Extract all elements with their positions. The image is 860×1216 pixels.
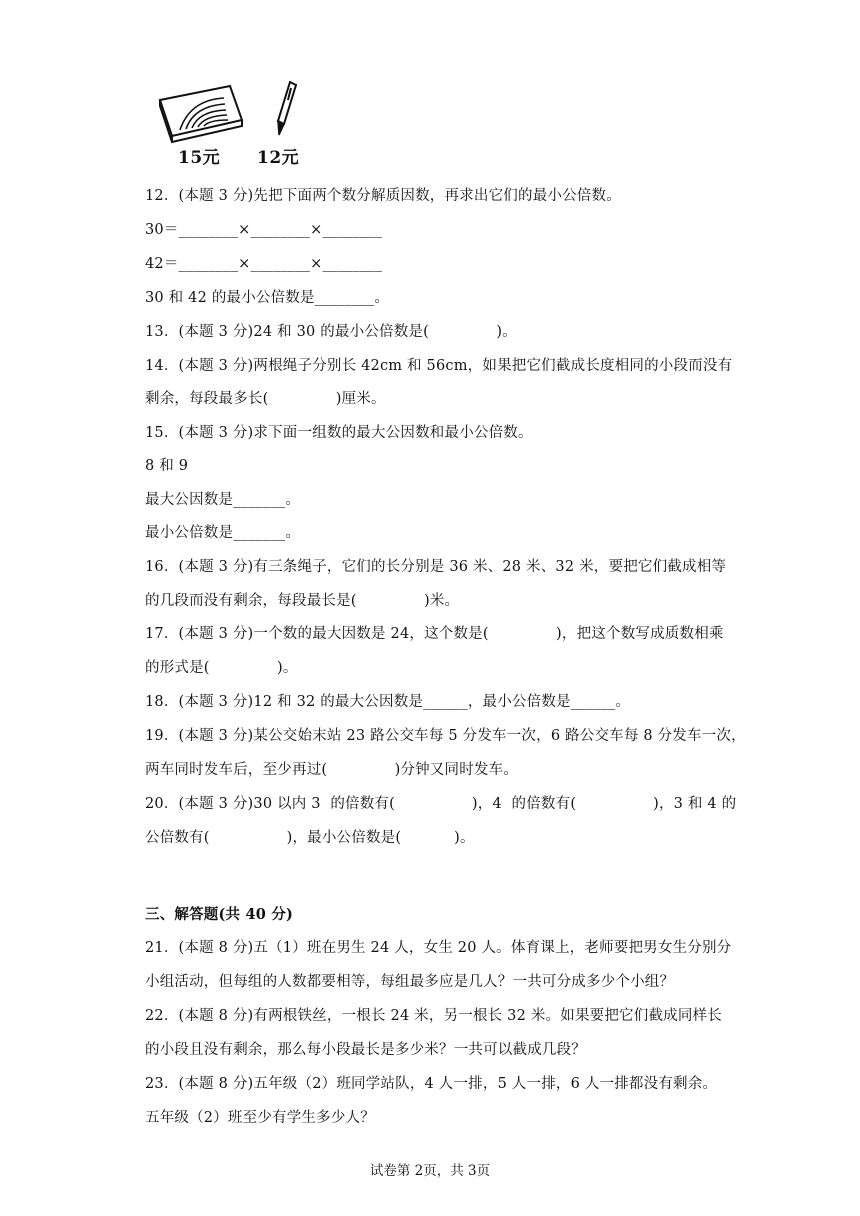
q12-30-factor-line: 30＝________×________×________ (145, 222, 383, 238)
q20-line-2: 公倍数有( )，最小公倍数是( )。 (145, 830, 475, 846)
q23-line-2: 五年级（2）班至少有学生多少人？ (145, 1110, 375, 1126)
q14-line-1: 14．(本题 3 分)两根绳子分别长 42cm 和 56cm，如果把它们截成长度相同的小段而没有 (145, 358, 733, 374)
q15-lcm-line: 最小公倍数是_______。 (145, 525, 301, 541)
page-footer: 试卷第 2页，共 3页 (369, 1163, 491, 1179)
q21-line-1: 21．(本题 8 分)五（1）班在男生 24 人，女生 20 人。体育课上，老师要把男女生分别分 (145, 940, 732, 956)
section-title-solve: 三、解答题(共 40 分) (145, 906, 294, 923)
q12-lcm-line: 30 和 42 的最小公倍数是________。 (145, 290, 390, 306)
q23-line-1: 23．(本题 8 分)五年级（2）班同学站队，4 人一排，5 人一排，6 人一排都没有剩余。 (145, 1076, 718, 1092)
q19-line-2: 两车同时发车后，至少再过( )分钟又同时发车。 (145, 762, 519, 778)
q22-line-2: 的小段且没有剩余，那么每小段最长是多少米？一共可以截成几段？ (145, 1042, 586, 1058)
q12-line: 12．(本题 3 分)先把下面两个数分解质因数，再求出它们的最小公倍数。 (145, 188, 621, 204)
price-illustration (150, 78, 320, 173)
q22-line-1: 22．(本题 8 分)有两根铁丝，一根长 24 米，另一根长 32 米。如果要把它们截成同样长 (145, 1008, 722, 1024)
q13-line: 13．(本题 3 分)24 和 30 的最小公倍数是( )。 (145, 324, 517, 340)
q17-line-1: 17．(本题 3 分)一个数的最大因数是 24，这个数是( )，把这个数写成质数相乘 (145, 626, 724, 642)
q18-line: 18．(本题 3 分)12 和 32 的最大公因数是______，最小公倍数是______。 (145, 694, 631, 710)
pen-icon (278, 82, 296, 135)
q19-line-1: 19．(本题 3 分)某公交始末站 23 路公交车每 5 分发车一次，6 路公交车每 8 分发车一次， (145, 728, 746, 744)
q15-line: 15．(本题 3 分)求下面一组数的最大公因数和最小公倍数。 (145, 425, 533, 441)
q14-line-2: 剩余，每段最多长( )厘米。 (145, 391, 386, 407)
eraser-price: 15元 (178, 148, 221, 168)
q20-line-1: 20．(本题 3 分)30 以内 3 的倍数有( )，4 的倍数有( )，3 和 4 的 (145, 796, 737, 812)
q17-line-2: 的形式是( )。 (145, 660, 298, 676)
q21-line-2: 小组活动，但每组的人数都要相等，每组最多应是几人？一共可分成多少个小组？ (145, 974, 675, 990)
q15-gcf-line: 最大公因数是_______。 (145, 492, 301, 508)
eraser-icon (160, 86, 242, 142)
q12-42-factor-line: 42＝________×________×________ (145, 256, 383, 272)
q15-numbers: 8 和 9 (145, 458, 189, 474)
q16-line-2: 的几段而没有剩余，每段最长是( )米。 (145, 593, 460, 609)
pen-price: 12元 (257, 148, 300, 168)
q16-line-1: 16．(本题 3 分)有三条绳子，它们的长分别是 36 米、28 米、32 米，要把它们截成相等 (145, 559, 727, 575)
